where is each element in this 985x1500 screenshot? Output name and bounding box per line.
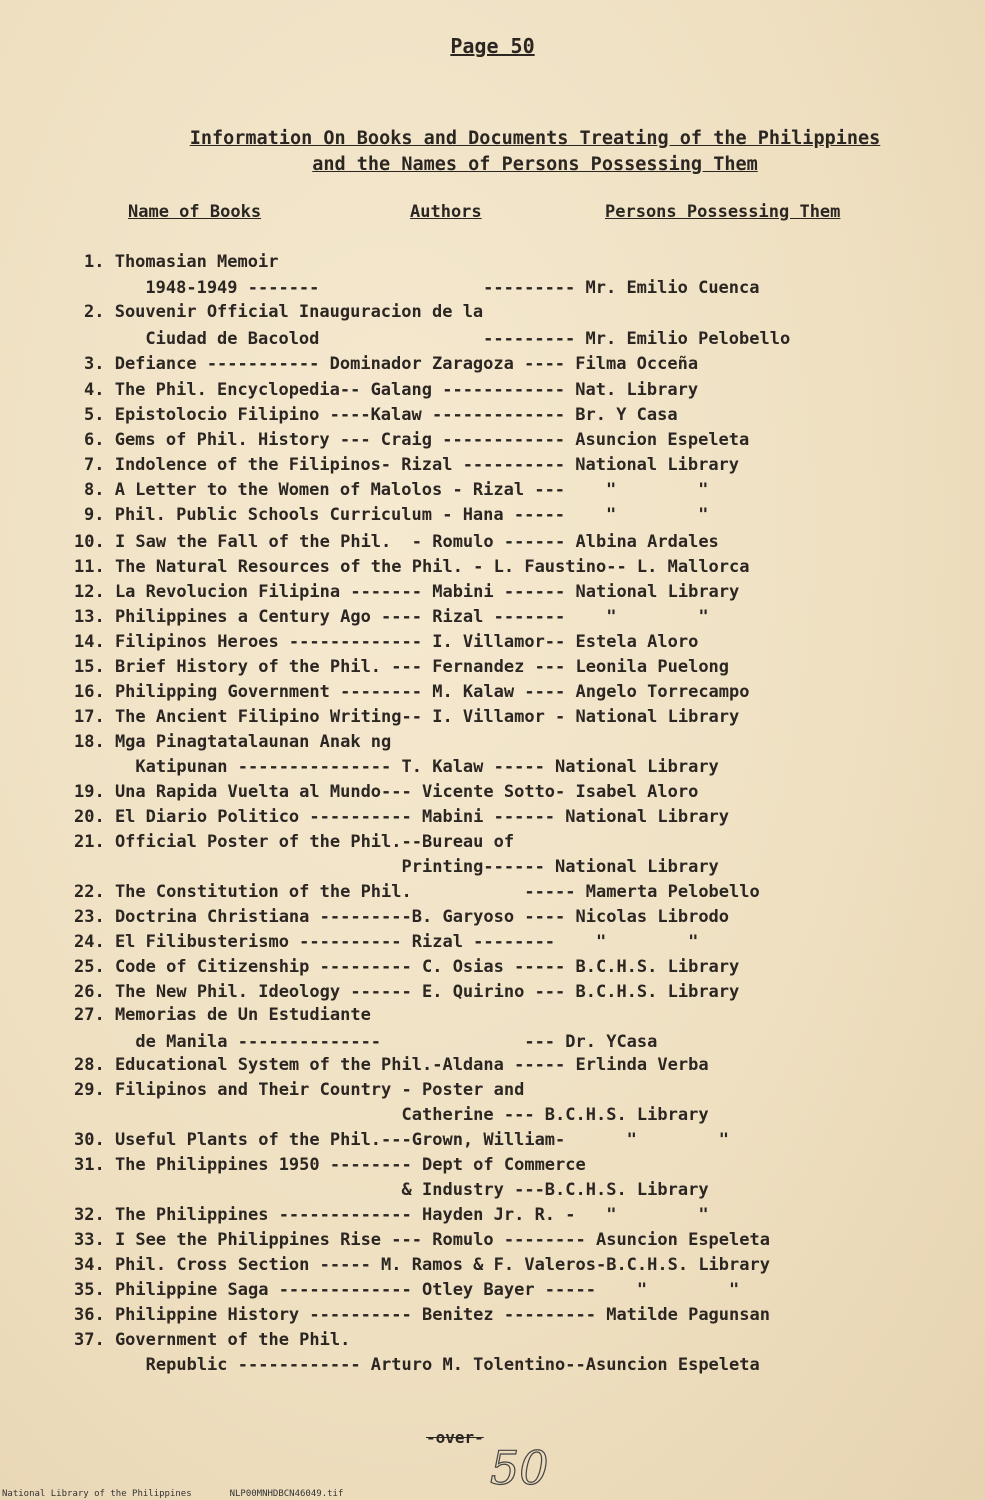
book-list-line: 4. The Phil. Encyclopedia-- Galang ------------ Nat. Library: [84, 380, 699, 400]
book-list-line: 5. Epistolocio Filipino ----Kalaw ------------- Br. Y Casa: [84, 405, 678, 425]
book-list-line: 10. I Saw the Fall of the Phil. - Romulo ------ Albina Ardales: [74, 532, 719, 552]
book-list-line: 34. Phil. Cross Section ----- M. Ramos & F. Valeros-B.C.H.S. Library: [74, 1255, 770, 1275]
book-list-line: 24. El Filibusterismo ---------- Rizal -------- " ": [74, 932, 699, 952]
book-list-line: 29. Filipinos and Their Country - Poster and: [74, 1080, 525, 1100]
book-list-line: 6. Gems of Phil. History --- Craig ------------ Asuncion Espeleta: [84, 430, 750, 450]
book-list-line: Printing------ National Library: [74, 857, 719, 877]
handwritten-page-number: [486, 1436, 576, 1496]
book-list-line: 17. The Ancient Filipino Writing-- I. Villamor - National Library: [74, 707, 740, 727]
heading-line-1: Information On Books and Documents Treating of the Philippines: [189, 128, 881, 149]
book-list-line: 36. Philippine History ---------- Benitez --------- Matilde Pagunsan: [74, 1305, 770, 1325]
book-list-line: 9. Phil. Public Schools Curriculum - Hana ----- " ": [84, 505, 709, 525]
book-list-line: 15. Brief History of the Phil. --- Fernandez --- Leonila Puelong: [74, 657, 730, 677]
handwritten-number-text: 50: [490, 1441, 549, 1495]
book-list-line: 16. Philipping Government -------- M. Kalaw ---- Angelo Torrecampo: [74, 682, 750, 702]
book-list-line: 11. The Natural Resources of the Phil. - L. Faustino-- L. Mallorca: [74, 557, 750, 577]
book-list-line: Republic ------------ Arturo M. Tolentino--Asuncion Espeleta: [74, 1355, 760, 1375]
footer-caption: National Library of the Philippines NLP00MNHDBCN46049.tif: [2, 1489, 344, 1499]
book-list-line: 8. A Letter to the Women of Malolos - Rizal --- " ": [84, 480, 709, 500]
book-list-line: 26. The New Phil. Ideology ------ E. Quirino --- B.C.H.S. Library: [74, 982, 740, 1002]
book-list-line: 20. El Diario Politico ---------- Mabini ------ National Library: [74, 807, 730, 827]
book-list-line: 31. The Philippines 1950 -------- Dept of Commerce: [74, 1155, 586, 1175]
column-header-books: Name of Books: [128, 202, 262, 222]
book-list-line: & Industry ---B.C.H.S. Library: [74, 1180, 709, 1200]
book-list-line: Katipunan --------------- T. Kalaw ----- National Library: [74, 757, 719, 777]
page-title: Page 50: [450, 34, 535, 58]
book-list-line: 22. The Constitution of the Phil. ----- Mamerta Pelobello: [74, 882, 760, 902]
book-list-line: 13. Philippines a Century Ago ---- Rizal ------- " ": [74, 607, 709, 627]
book-list-line: 14. Filipinos Heroes ------------- I. Villamor-- Estela Aloro: [74, 632, 699, 652]
book-list-line: 33. I See the Philippines Rise --- Romulo -------- Asuncion Espeleta: [74, 1230, 770, 1250]
book-list-line: 28. Educational System of the Phil.-Aldana ----- Erlinda Verba: [74, 1055, 709, 1075]
book-list-line: 37. Government of the Phil.: [74, 1330, 351, 1350]
book-list-line: 19. Una Rapida Vuelta al Mundo--- Vicente Sotto- Isabel Aloro: [74, 782, 699, 802]
book-list-line: 30. Useful Plants of the Phil.---Grown, William- " ": [74, 1130, 730, 1150]
book-list-line: 35. Philippine Saga ------------- Otley Bayer ----- " ": [74, 1280, 740, 1300]
book-list-line: 25. Code of Citizenship --------- C. Osias ----- B.C.H.S. Library: [74, 957, 740, 977]
book-list-line: 23. Doctrina Christiana ---------B. Garyoso ---- Nicolas Librodo: [74, 907, 730, 927]
book-list-line: Ciudad de Bacolod --------- Mr. Emilio Pelobello: [84, 329, 791, 349]
column-header-persons: Persons Possessing Them: [605, 202, 841, 222]
book-list-line: 7. Indolence of the Filipinos- Rizal ---------- National Library: [84, 455, 740, 475]
book-list-line: 12. La Revolucion Filipina ------- Mabini ------ National Library: [74, 582, 740, 602]
book-list-line: de Manila -------------- --- Dr. YCasa: [74, 1032, 658, 1052]
book-list-line: Catherine --- B.C.H.S. Library: [74, 1105, 709, 1125]
book-list-line: 32. The Philippines ------------- Hayden Jr. R. - " ": [74, 1205, 709, 1225]
book-list-line: 18. Mga Pinagtatalaunan Anak ng: [74, 732, 392, 752]
book-list-line: 3. Defiance ----------- Dominador Zaragoza ---- Filma Occeña: [84, 354, 699, 374]
book-list-line: 21. Official Poster of the Phil.--Bureau of: [74, 832, 515, 852]
book-list-line: 27. Memorias de Un Estudiante: [74, 1005, 371, 1025]
book-list-line: 1948-1949 ------- --------- Mr. Emilio Cuenca: [84, 278, 760, 298]
over-note: -over-: [426, 1428, 484, 1447]
book-list-line: 1. Thomasian Memoir: [84, 252, 279, 272]
book-list-line: 2. Souvenir Official Inauguracion de la: [84, 302, 484, 322]
column-header-authors: Authors: [410, 202, 482, 222]
heading-line-2: and the Names of Persons Possessing Them: [312, 154, 758, 175]
